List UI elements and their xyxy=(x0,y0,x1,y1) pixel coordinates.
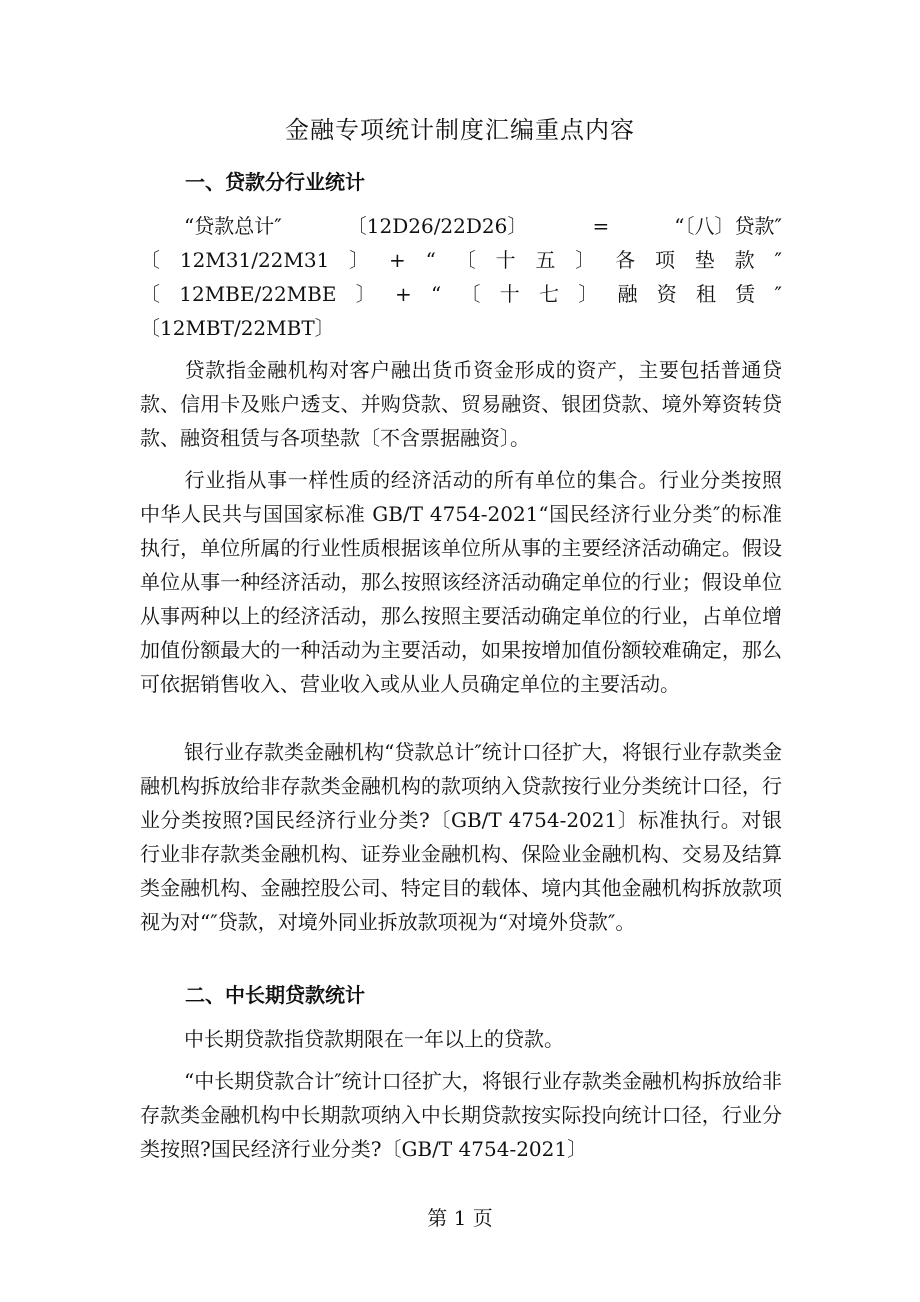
formula-token: 十 xyxy=(495,248,516,272)
formula-token: 七 xyxy=(538,282,559,306)
paragraph-loan-definition xyxy=(140,353,782,455)
formula-token: 12MBE/22MBE xyxy=(179,282,337,306)
formula-token: + xyxy=(389,248,406,272)
formula-token: 〔 xyxy=(140,282,160,306)
formula-line-3 xyxy=(140,277,782,311)
formula-line-4: 〔12MBT/22MBT〕 xyxy=(140,316,335,340)
paragraph-industry-definition xyxy=(140,463,782,701)
paragraph-text: 贷款指金融机构对客户融出货币资金形成的资产，主要包括普通贷款、信用卡及账户透支、并购贷款、贸易融资、银团贷款、境外筹资转贷款、融资租赁与各项垫款〔不含票据融资〕。 xyxy=(140,358,782,450)
formula-token: 〔 xyxy=(455,248,476,272)
formula-token: 〔12D26/22D26〕 xyxy=(346,214,528,238)
formula-token: “ xyxy=(430,282,442,306)
paragraph-loan-scope xyxy=(140,735,782,939)
formula-token: = xyxy=(592,214,610,238)
paragraph-medium-long-term-scope xyxy=(140,1064,782,1166)
paragraph-text: 中长期贷款指贷款期限在一年以上的贷款。 xyxy=(184,1027,564,1051)
section1-heading: 一、贷款分行业统计 xyxy=(185,170,365,194)
formula-token: 〕 xyxy=(575,248,596,272)
formula-token: 融 xyxy=(617,282,638,306)
formula-token: 赁 xyxy=(735,282,756,306)
formula-token: 款 xyxy=(734,248,755,272)
loan-total-formula xyxy=(140,209,782,345)
page-number: 第 1 页 xyxy=(427,1206,493,1230)
formula-token: 十 xyxy=(499,282,520,306)
paragraph-text: 行业指从事一样性质的经济活动的所有单位的集合。行业分类按照中华人民共与国国家标准 GB/T 4754-2021“国民经济行业分类″的标准执行，单位所属的行业性质根据该单位所从事的主要经济活动确定。假设单位从事一种经济活动，那么按照该经济活动确定单位的行业；假设单位从事两种以上的经济活动，那么按照主要活动确定单位的行业，占单位增加值份额最大的一种活动为主要活动，如果按增加值份额较难确定，那么可依据销售收入、营业收入或从业人员确定单位的主要活动。 xyxy=(140,468,782,696)
formula-token: “〔八〕贷款″ xyxy=(674,214,782,238)
formula-token: 〔 xyxy=(140,248,160,272)
formula-token: 租 xyxy=(695,282,716,306)
formula-token: 项 xyxy=(654,248,675,272)
formula-token: ″ xyxy=(774,282,782,306)
formula-token: 资 xyxy=(656,282,677,306)
paragraph-text: 银行业存款类金融机构“贷款总计″统计口径扩大，将银行业存款类金融机构拆放给非存款类金融机构的款项纳入贷款按行业分类统计口径，行业分类按照?国民经济行业分类?〔GB/T 4754-2021〕标准执行。对银行业非存款类金融机构、证券业金融机构、保险业金融机构、交易及结算类金融机构、金融控股公司、特定目的载体、境内其他金融机构拆放款项视为对“″贷款，对境外同业拆放款项视为“对境外贷款″。 xyxy=(140,740,782,934)
formula-token: 〕 xyxy=(578,282,599,306)
section2-heading: 二、中长期贷款统计 xyxy=(185,983,365,1007)
paragraph-text: “中长期贷款合计″统计口径扩大，将银行业存款类金融机构拆放给非存款类金融机构中长期款项纳入中长期贷款按实际投向统计口径，行业分类按照?国民经济行业分类?〔GB/T 4754-2021〕 xyxy=(140,1069,782,1161)
formula-token: + xyxy=(394,282,412,306)
paragraph-medium-long-term-definition xyxy=(140,1022,782,1056)
formula-token: 〕 xyxy=(355,282,376,306)
document-title: 金融专项统计制度汇编重点内容 xyxy=(285,116,635,144)
formula-token: 各 xyxy=(615,248,636,272)
formula-token: 〔 xyxy=(460,282,481,306)
formula-line-2 xyxy=(140,243,782,277)
formula-token: “ xyxy=(425,248,436,272)
formula-token: 〕 xyxy=(349,248,370,272)
formula-token: ″ xyxy=(774,248,782,272)
formula-token: “贷款总计″ xyxy=(184,214,282,238)
formula-line-1 xyxy=(140,209,782,243)
formula-token: 12M31/22M31 xyxy=(179,248,330,272)
formula-token: 垫 xyxy=(694,248,715,272)
formula-token: 五 xyxy=(535,248,556,272)
